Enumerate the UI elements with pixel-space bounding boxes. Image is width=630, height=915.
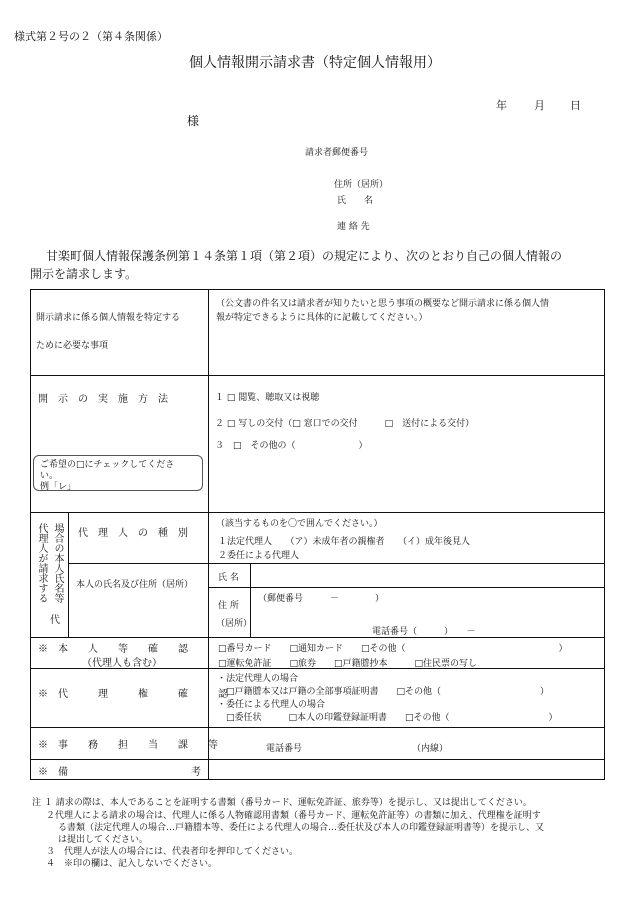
page-title: 個人情報開示請求書（特定個人情報用）: [189, 55, 441, 71]
date-year-label: 年: [496, 99, 507, 112]
remarks-label-left: ※ 備: [38, 767, 68, 778]
office-extension-label: （内線）: [412, 744, 449, 754]
proxy-type-option-legal[interactable]: １法定代理人 （ア）未成年者の親権者 （イ）成年後見人: [218, 537, 471, 547]
row2-label: 開 示 の 実 施 方 法: [38, 394, 168, 405]
row2-note-line1: ご希望の□にチェックしてくださ: [40, 460, 175, 470]
note-2c: は提出してください。: [58, 835, 149, 845]
row1-hint-line1: （公文書の件名又は請求者が知りたいと思う事項の概要など開示請求に係る個人情: [216, 299, 550, 309]
proxy-type-label: 代 理 人 の 種 別: [78, 528, 188, 539]
note-4: ４ ※印の欄は、記入しないでください。: [46, 859, 218, 869]
date-day-label: 日: [570, 99, 581, 112]
intro-line-2: 開示を請求します。: [30, 267, 138, 281]
office-label: ※ 事 務 担 当 課 等: [38, 740, 218, 751]
identity-check-line1: □番号カード □通知カード □その他（ ）: [218, 644, 568, 654]
disclosure-option-other[interactable]: ３ □ その他の（ ）: [215, 441, 368, 451]
identity-check-label: ※ 本 人 等 確 認: [38, 644, 188, 655]
requester-contact-label: 連 絡 先: [337, 222, 370, 232]
principal-phone-field[interactable]: 電話番号（ ） －: [372, 627, 476, 637]
requester-name-label: 氏 名: [337, 196, 374, 206]
principal-postal-field[interactable]: （郵便番号 － ）: [258, 594, 385, 604]
note-1: 注 １ 請求の際は、本人であることを証明する書類（番号カード、運転免許証、旅券等）を提示し、又は提出してください。: [32, 798, 532, 808]
proxy-type-hint: （該当するものを〇で囲んでください。）: [216, 519, 383, 529]
requester-postal-label: 請求者郵便番号: [305, 148, 369, 158]
authority-check-line1: ・法定代理人の場合: [217, 674, 299, 684]
row1-label-line2: ために必要な事項: [36, 341, 109, 351]
disclosure-option-copy[interactable]: ２ □ 写しの交付（□ 窓口での交付 □ 送付による交付）: [215, 419, 475, 429]
identity-check-sublabel: （代理人も含む）: [82, 658, 162, 669]
note-3: ３ 代理人が法人の場合には、代表者印を押印してください。: [46, 847, 299, 857]
remarks-label-right: 考: [191, 767, 201, 778]
authority-check-line4: □委任状 □本人の印鑑登録証明書 □その他（ ）: [217, 713, 558, 723]
authority-check-line3: ・委任による代理人の場合: [217, 700, 326, 710]
addressee-suffix: 様: [187, 114, 200, 128]
intro-line-1: 甘楽町個人情報保護条例第１４条第１項（第２項）の規定により、次のとおり自己の個人情報の: [46, 249, 563, 263]
disclosure-option-view[interactable]: １ □ 閲覧、聴取又は視聴: [215, 393, 320, 403]
principal-residence-label: （居所）: [216, 619, 253, 629]
date-month-label: 月: [534, 99, 545, 112]
principal-address-label: 住 所: [218, 601, 239, 611]
row1-label-line1: 開示請求に係る個人情報を特定する: [36, 313, 181, 323]
row2-note-line2: い。: [40, 471, 59, 481]
row1-hint-line2: 報が特定できるように具体的に記載してください。）: [216, 313, 428, 323]
principal-name-address-label: 本人の氏名及び住所（居所）: [76, 580, 194, 590]
authority-check-label: ※ 代 理 権 確 認: [38, 689, 228, 700]
proxy-side-label-3: 代: [50, 615, 60, 626]
row2-note-line3: 例「レ」: [40, 482, 77, 492]
proxy-side-label-1: 代理人が請求する: [36, 523, 47, 603]
authority-check-line2: □戸籍謄本又は戸籍の全部事項証明書 □その他（ ）: [217, 687, 550, 697]
proxy-type-option-delegated[interactable]: ２委任による代理人: [218, 551, 300, 561]
office-phone-label: 電話番号: [266, 744, 303, 754]
form-number: 様式第２号の２（第４条関係）: [14, 30, 168, 43]
principal-name-label: 氏 名: [218, 573, 239, 583]
proxy-side-label-2: 場合の本人氏名等: [52, 523, 63, 603]
note-2b: る書類（法定代理人の場合…戸籍謄本等、委任による代理人の場合…委任状及び本人の印鑑登録証明書等）を提示し、又: [58, 823, 545, 833]
requester-address-label: 住所（居所）: [334, 180, 389, 190]
note-2a: ２代理人による請求の場合は、代理人に係る人物確認用書類（番号カード、運転免許証等）の書類に加え、代理権を証明す: [46, 811, 541, 821]
identity-check-line2: □運転免許証 □旅券 □戸籍謄抄本 □住民票の写し: [218, 659, 478, 669]
